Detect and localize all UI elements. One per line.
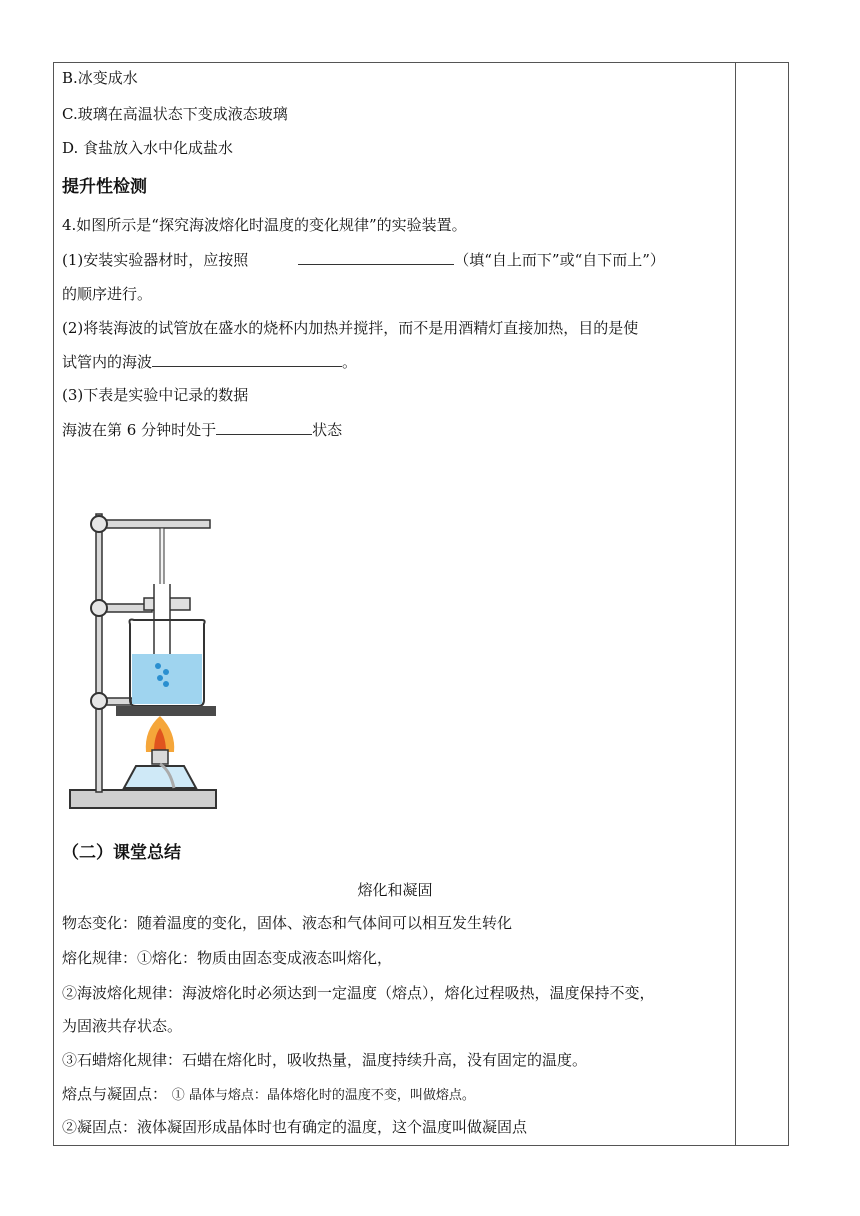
q4-2-text-b: 试管内的海波 [62,353,153,371]
answer-blank-3 [216,420,312,435]
summary-line-2: 熔化规律：①熔化：物质由固态变成液态叫熔化， [62,949,393,967]
q4-1-text-c: 的顺序进行。 [62,285,153,303]
q4-3-text-b: 海波在第 6 分钟时处于 [62,421,217,439]
water-bath-heating-apparatus-illustration [66,504,222,816]
summary-line-7: ②凝固点：液体凝固形成晶体时也有确定的温度，这个温度叫做凝固点 [62,1118,528,1136]
summary-line-1: 物态变化：随着温度的变化，固体、液态和气体间可以相互发生转化 [62,914,513,932]
answer-blank-2 [152,352,342,367]
summary-line-6 [62,1084,475,1106]
summary-line-6-text: ① 晶体与熔点：晶体熔化时的温度不变，叫做熔点。 [171,1088,475,1103]
summary-line-4: 为固液共存状态。 [62,1017,183,1035]
question-4-part-3-state [62,420,342,440]
summary-line-6-label: 熔点与凝固点： [62,1085,168,1103]
q4-1-text-b: （填“自上而下”或“自下而上”） [454,251,665,269]
option-d: D. 食盐放入水中化成盐水 [62,139,234,157]
question-4-part-1 [62,250,665,270]
option-b: B.冰变成水 [62,69,138,87]
summary-subtitle: 熔化和凝固 [357,881,433,899]
answer-blank-1 [298,250,454,265]
q4-2-end: 。 [342,353,358,371]
question-4-part-3: (3)下表是实验中记录的数据 [62,386,249,404]
q4-3-end: 状态 [312,421,343,439]
section-title-summary: （二）课堂总结 [62,843,181,863]
summary-line-5: ③石蜡熔化规律：石蜡在熔化时，吸收热量，温度持续升高，没有固定的温度。 [62,1051,588,1069]
section-title-improve: 提升性检测 [62,177,147,197]
question-4-part-2-cont [62,352,357,372]
table-column-divider [735,62,736,1146]
q4-1-text-a: (1)安装实验器材时，应按照 [62,251,249,269]
option-c: C.玻璃在高温状态下变成液态玻璃 [62,105,288,123]
summary-line-3: ②海波熔化规律：海波熔化时必须达到一定温度（熔点），熔化过程吸热，温度保持不变， [62,984,655,1002]
question-4-intro: 4.如图所示是“探究海波熔化时温度的变化规律”的实验装置。 [62,216,467,234]
question-4-part-2: (2)将装海波的试管放在盛水的烧杯内加热并搅拌，而不是用酒精灯直接加热，目的是使 [62,319,639,337]
